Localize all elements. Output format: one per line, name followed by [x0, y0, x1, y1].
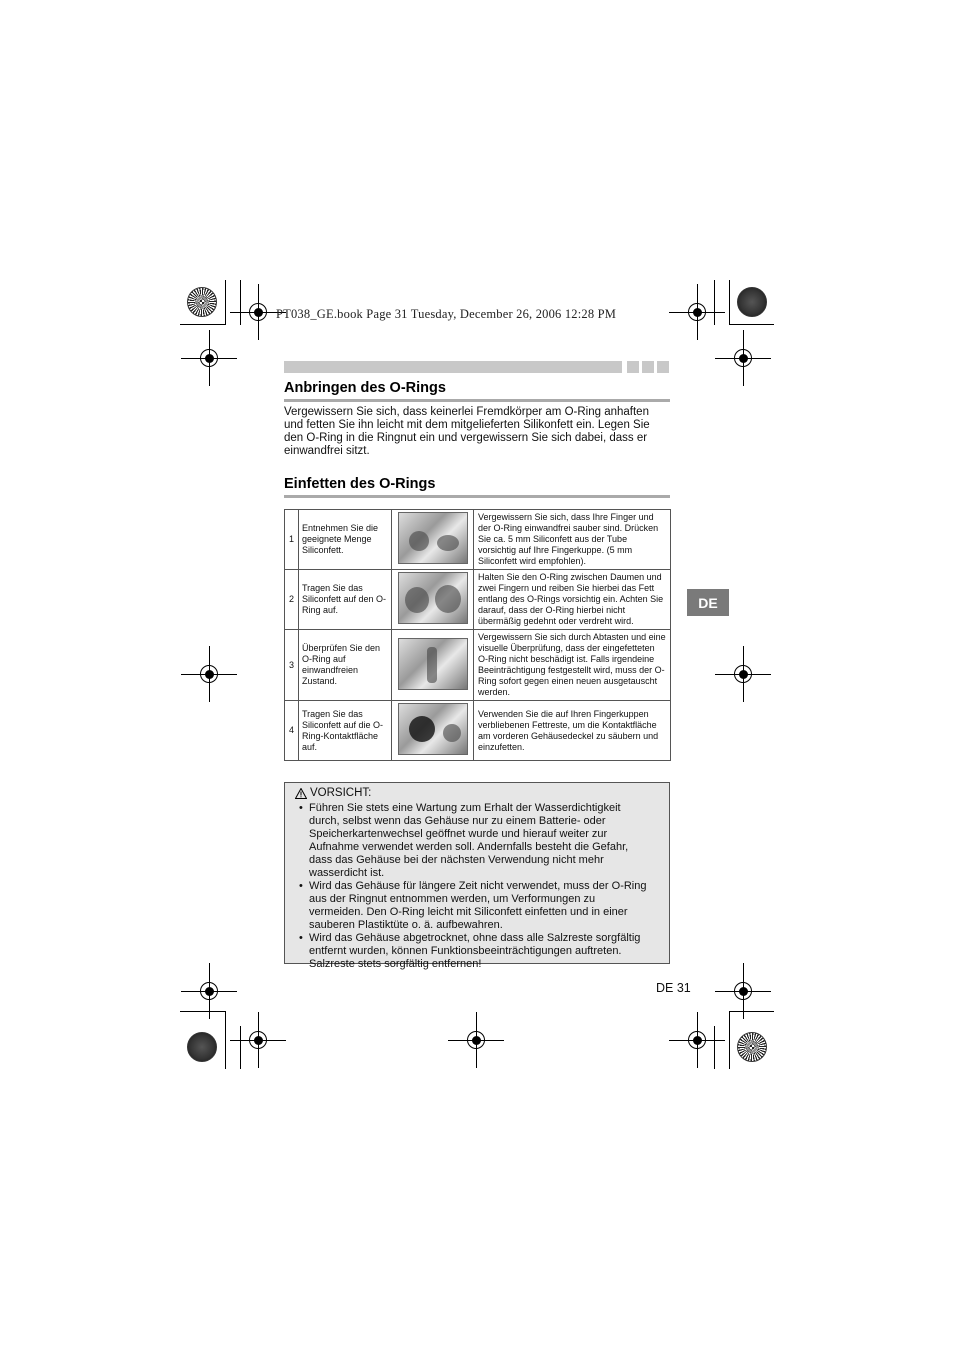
list-item	[299, 802, 649, 880]
color-bar-icon	[187, 1032, 217, 1062]
table-row	[285, 510, 671, 570]
steps-table	[284, 509, 671, 761]
step-description: Verwenden Sie die auf Ihren Fingerkuppen verbliebenen Fettreste, um die Kontaktfläche am vorderen Gehäusedeckel zu säubern und einzufetten.	[474, 701, 671, 761]
section-bar-square	[657, 361, 669, 373]
caution-title-text: VORSICHT:	[310, 787, 372, 799]
step-label: Tragen Sie das Siliconfett auf die O-Ring-Kontaktfläche auf.	[299, 701, 392, 761]
step-description: Vergewissern Sie sich, dass Ihre Finger und der O-Ring einwandfrei sauber sind. Drücken Sie ca. 5 mm Siliconfett aus der Tube vorsichtig auf Ihre Fingerkuppe. (5 mm Siliconfett wird empfohlen).	[474, 510, 671, 570]
list-item	[299, 880, 649, 932]
step-number: 1	[285, 510, 299, 570]
step-label: Tragen Sie das Siliconfett auf den O-Ring auf.	[299, 570, 392, 630]
section-rule	[284, 399, 670, 402]
step-photo-cell	[392, 630, 474, 701]
color-bar-icon	[187, 287, 217, 317]
caution-item-text: Führen Sie stets eine Wartung zum Erhalt der Wasserdichtigkeit durch, selbst wenn das Gehäuse nur zu einem Batterie- oder Speicherkartenwechsel geöffnet wurde und hierauf weiter zur Aufnahme verwendet werden soll. Andernfalls besteht die Gefahr, dass das Gehäuse bei der nächsten Verwendung nicht mehr wasserdicht ist.	[309, 802, 629, 879]
step-photo-cell	[392, 701, 474, 761]
caution-title	[295, 787, 371, 799]
bullet: •	[299, 932, 303, 944]
section-title: Einfetten des O-Rings	[284, 476, 436, 492]
grease-tube-photo	[398, 512, 468, 564]
hands-oring-photo	[398, 572, 468, 624]
color-bar-icon	[737, 1032, 767, 1062]
bullet: •	[299, 880, 303, 892]
section-rule	[284, 495, 670, 498]
table-row	[285, 570, 671, 630]
housing-contact-photo	[398, 703, 468, 755]
print-header: PT038_GE.book Page 31 Tuesday, December 26, 2006 12:28 PM	[276, 307, 617, 321]
table-row	[285, 630, 671, 701]
page-number: DE 31	[656, 981, 691, 995]
step-label: Überprüfen Sie den O-Ring auf einwandfreien Zustand.	[299, 630, 392, 701]
caution-list	[285, 802, 657, 971]
bullet: •	[299, 802, 303, 814]
caution-item-text: Wird das Gehäuse abgetrocknet, ohne dass alle Salzreste sorgfältig entfernt wurden, können Funktionsbeeinträchtigungen auftreten. Salzreste stets sorgfältig entfernen!	[309, 932, 641, 970]
list-item	[299, 932, 649, 971]
section-paragraph: Vergewissern Sie sich, dass keinerlei Fremdkörper am O-Ring anhaften und fetten Sie ihn leicht mit dem mitgelieferten Silikonfett ein. Legen Sie den O-Ring in die Ringnut ein und vergewissern Sie sich dabei, dass er einwandfrei sitzt.	[284, 406, 650, 457]
step-photo-cell	[392, 510, 474, 570]
language-tab: DE	[687, 589, 729, 616]
color-bar-icon	[737, 287, 767, 317]
step-photo-cell	[392, 570, 474, 630]
step-number: 2	[285, 570, 299, 630]
step-description: Halten Sie den O-Ring zwischen Daumen und zwei Fingern und reiben Sie hierbei das Fett entlang des O-Rings vorsichtig ein. Achten Sie darauf, dass der O-Ring hierbei nicht übermäßig gedehnt oder verdreht wird.	[474, 570, 671, 630]
section-title: Anbringen des O-Rings	[284, 380, 446, 396]
table-row	[285, 701, 671, 761]
step-number: 4	[285, 701, 299, 761]
warning-triangle-icon	[295, 788, 307, 799]
section-bar	[284, 361, 622, 373]
inspect-oring-photo	[398, 638, 468, 690]
step-description: Vergewissern Sie sich durch Abtasten und eine visuelle Überprüfung, dass der eingefetteten O-Ring nicht beschädigt ist. Falls irgendeine Beeinträchtigung festgestellt wird, muss der O-Ring sofort gegen einen neuen ausgetauscht werden.	[474, 630, 671, 701]
section-bar-square	[627, 361, 639, 373]
step-label: Entnehmen Sie die geeignete Menge Siliconfett.	[299, 510, 392, 570]
caution-item-text: Wird das Gehäuse für längere Zeit nicht verwendet, muss der O-Ring aus der Ringnut entnommen werden, um Verformungen zu vermeiden. Den O-Ring leicht mit Siliconfett einfetten und in einer sauberen Plastiktüte o. ä. aufbewahren.	[309, 880, 647, 931]
caution-box	[284, 782, 670, 970]
section-bar-square	[642, 361, 654, 373]
step-number: 3	[285, 630, 299, 701]
